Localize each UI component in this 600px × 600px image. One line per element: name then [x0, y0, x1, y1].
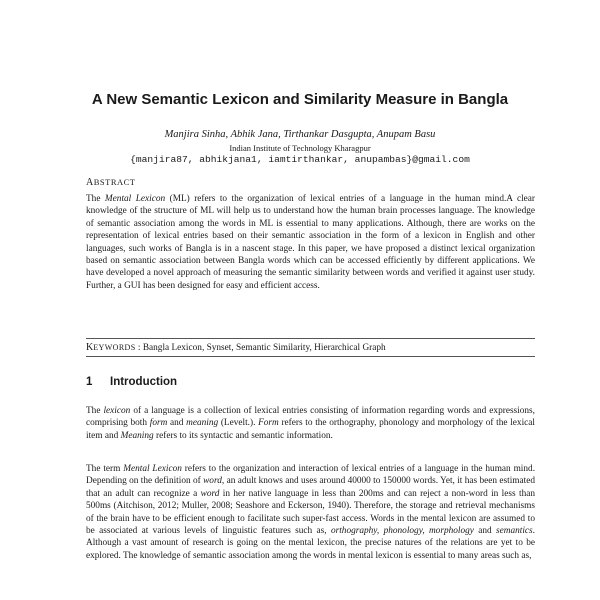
abstract-heading: [86, 177, 136, 188]
keywords-text: : Bangla Lexicon, Synset, Semantic Similarity, Hierarchical Graph: [135, 343, 386, 353]
para-term: form: [149, 418, 168, 429]
para-text: , an adult knows and uses around 40000 to 150000 words. Yet, it has been estimated that an adult can recognize a: [86, 476, 535, 499]
author-emails: {manjira87, abhikjana1, iamtirthankar, anupambas}@gmail.com: [130, 154, 470, 165]
para-text: refers to the orthography, phonology and morphology of the lexical item and: [86, 418, 535, 441]
abstract-heading-rest: BSTRACT: [93, 177, 136, 187]
affiliation: Indian Institute of Technology Kharagpur: [229, 143, 371, 153]
para-text: refers to the organization and interaction of lexical entries of a language in the human mind. Depending on the definition of: [86, 464, 536, 487]
para-text: The: [86, 406, 104, 416]
para-term: meaning: [186, 418, 219, 429]
keywords-label: [86, 343, 136, 353]
para-term: Form: [258, 418, 279, 429]
para-text: of a language is a collection of lexical entries consisting of information regarding words and expressions, comprising both: [86, 406, 535, 429]
para-text: and: [167, 418, 187, 429]
abstract-text: The: [86, 194, 105, 204]
section-title: Introduction: [110, 376, 178, 388]
para-text: and: [473, 526, 496, 537]
para-term: Meaning: [120, 430, 154, 441]
para-term: orthography, phonology, morphology: [330, 526, 474, 537]
para-term: semantics: [496, 526, 533, 537]
abstract-term: Mental Lexicon: [104, 194, 166, 204]
abstract-text: (ML) refers to the organization of lexical entries of a language in the human mind.A clear knowledge of the structure of ML will help us to understand how the human brain processes language. The knowledge of semantic association among the words in ML is essential to many applications. Although, there are works on the representation of lexical entries based on their semantic association in the form of a lexicon in English and other languages, such works of Bangla is in a nascent stage. In this paper, we have proposed a distinct lexical organization based on semantic association between Bangla words which can be accessed efficiently by different applications. We have developed a novel approach of measuring the semantic similarity between words and verified it against user study. Further, a GUI has been designed for easy and efficient access.: [86, 194, 536, 291]
para-text: . Although a vast amount of research is going on the mental lexicon, the precise natures of the relations are yet to be explored. The knowledge of semantic association among the words in mental lexicon is essential to many areas such as,: [86, 526, 535, 561]
keywords-line: [86, 342, 386, 353]
para-text: in her native language in less than 200ms and can reject a non-word in less than 500ms (Aitchison, 2012; Muller, 2008; Seashore and Eckerson, 1940). Therefore, the storage and retrieval mechanisms of the brain have to be efficient enough to facilitate such super-fast access. Words in the mental lexicon are assumed to be associated at various levels of linguistic features such as,: [86, 488, 535, 537]
abstract-body: [86, 193, 535, 292]
section-heading: [86, 376, 177, 388]
section-number: 1: [86, 376, 93, 388]
para-text: The term: [86, 464, 124, 474]
intro-paragraph-2: [86, 463, 535, 562]
para-term: Mental Lexicon: [123, 464, 182, 474]
para-text: (Levelt.).: [218, 418, 259, 429]
para-text: refers to its syntactic and semantic information.: [153, 430, 333, 441]
keywords-top-rule: [86, 338, 535, 339]
para-term: lexicon: [103, 406, 131, 416]
para-term: word: [203, 476, 222, 487]
para-term: word: [200, 488, 220, 499]
abstract-heading-first: A: [86, 177, 94, 188]
keywords-bottom-rule: [86, 356, 535, 357]
kw-rest: EYWORDS: [93, 343, 136, 352]
intro-paragraph-1: [86, 405, 535, 442]
kw-first: K: [86, 342, 94, 353]
author-list: Manjira Sinha, Abhik Jana, Tirthankar Dasgupta, Anupam Basu: [164, 129, 436, 140]
paper-title: A New Semantic Lexicon and Similarity Measure in Bangla: [91, 91, 509, 108]
